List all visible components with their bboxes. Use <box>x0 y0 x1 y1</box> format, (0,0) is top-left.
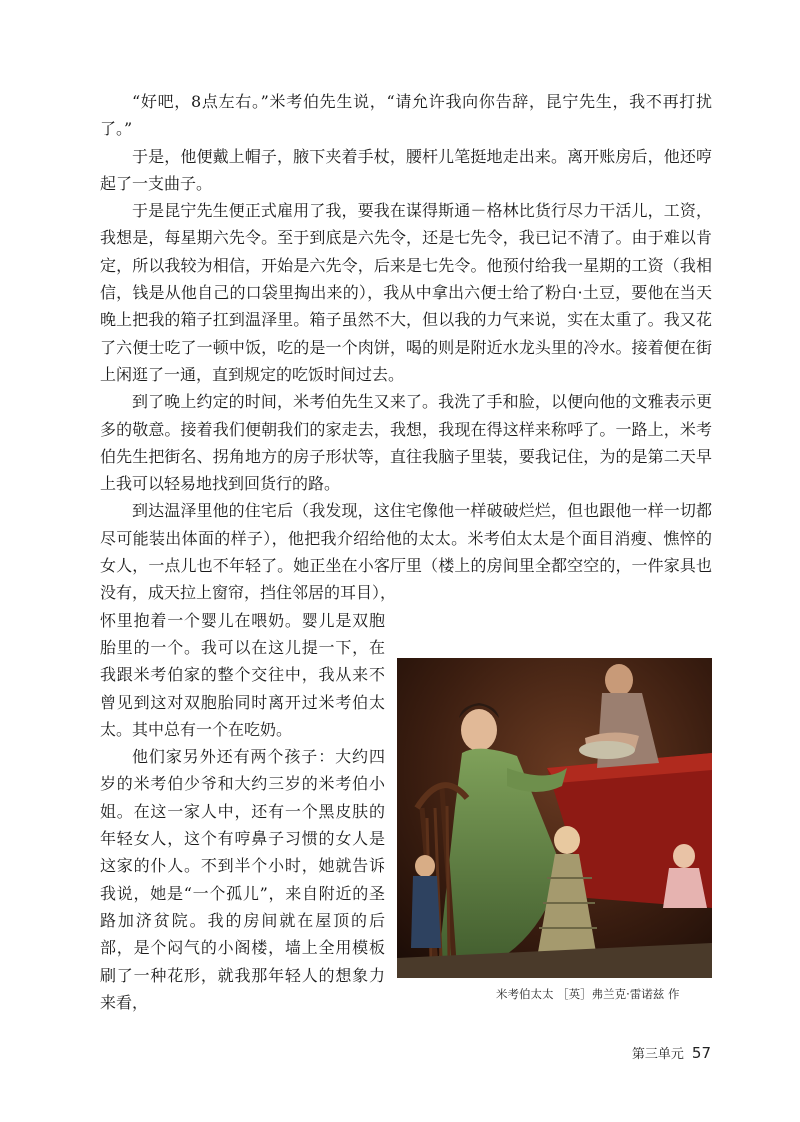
figure-caption: 米考伯太太 ［英］弗兰克·雷诺兹 作 <box>496 987 680 1001</box>
paragraph-4: 到了晚上约定的时间，米考伯先生又来了。我洗了手和脸，以便向他的文雅表示更多的敬意。接着我们便朝我们的家走去，我想，我现在得这样来称呼了。一路上，米考伯先生把街名、拐角地方的房子形状等，直往我脑子里装，要我记住，为的是第二天早上我可以轻易地找到回货行的路。 <box>100 392 712 494</box>
unit-label: 第三单元 <box>631 1047 684 1062</box>
paragraph-3: 于是昆宁先生便正式雇用了我，要我在谋得斯通－格林比货行尽力干活儿，工资，我想是，每星期六先令。至于到底是六先令，还是七先令，我已记不清了。由于难以肯定，所以我较为相信，开始是六先令，后来是七先令。他预付给我一星期的工资（我相信，钱是从他自己的口袋里掏出来的），我从中拿出六便士给了粉白·土豆，要他在当天晚上把我的箱子扛到温泽里。箱子虽然不大，但以我的力气来说，实在太重了。我又花了六便士吃了一顿中饭，吃的是一个肉饼，喝的则是附近水龙头里的冷水。接着便在街上闲逛了一通，直到规定的吃饭时间过去。 <box>100 201 712 384</box>
paragraph-6: 他们家另外还有两个孩子：大约四岁的米考伯少爷和大约三岁的米考伯小姐。在这一家人中，还有一个黑皮肤的年轻女人，这个有哼鼻子习惯的女人是这家的仆人。不到半个小时，她就告诉我说，她是“一个孤儿”，来自附近的圣路加济贫院。我的房间就在屋顶的后部，是个闷气的小阁楼，墙上全用模板刷了一种花形，就我那年轻人的想象力来看， <box>100 747 385 1012</box>
paragraph-2: 于是，他便戴上帽子，腋下夹着手杖，腰杆儿笔挺地走出来。离开账房后，他还哼起了一支曲子。 <box>100 146 712 193</box>
page-number: 57 <box>691 1044 711 1062</box>
paragraph-1: “好吧，8点左右。”米考伯先生说，“请允许我向你告辞，昆宁先生，我不再打扰了。” <box>100 92 712 139</box>
painting-illustration <box>397 658 712 978</box>
paragraph-5-continued: 怀里抱着一个婴儿在喂奶。婴儿是双胞胎里的一个。我可以在这儿提一下，在我跟米考伯家的整个交往中，我从来不曾见到这对双胞胎同时离开过米考伯太太。其中总有一个在吃奶。 <box>100 610 385 739</box>
page-footer <box>632 1043 711 1062</box>
paragraph-5: 到达温泽里他的住宅后（我发现，这住宅像他一样破破烂烂，但也跟他一样一切都尽可能装出体面的样子），他把我介绍给他的太太。米考伯太太是个面目消瘦、憔悴的女人，一点儿也不年轻了。她正坐在小客厅里（楼上的房间里全都空空的，一件家具也没有，成天拉上窗帘，挡住邻居的耳目）， <box>100 501 712 603</box>
